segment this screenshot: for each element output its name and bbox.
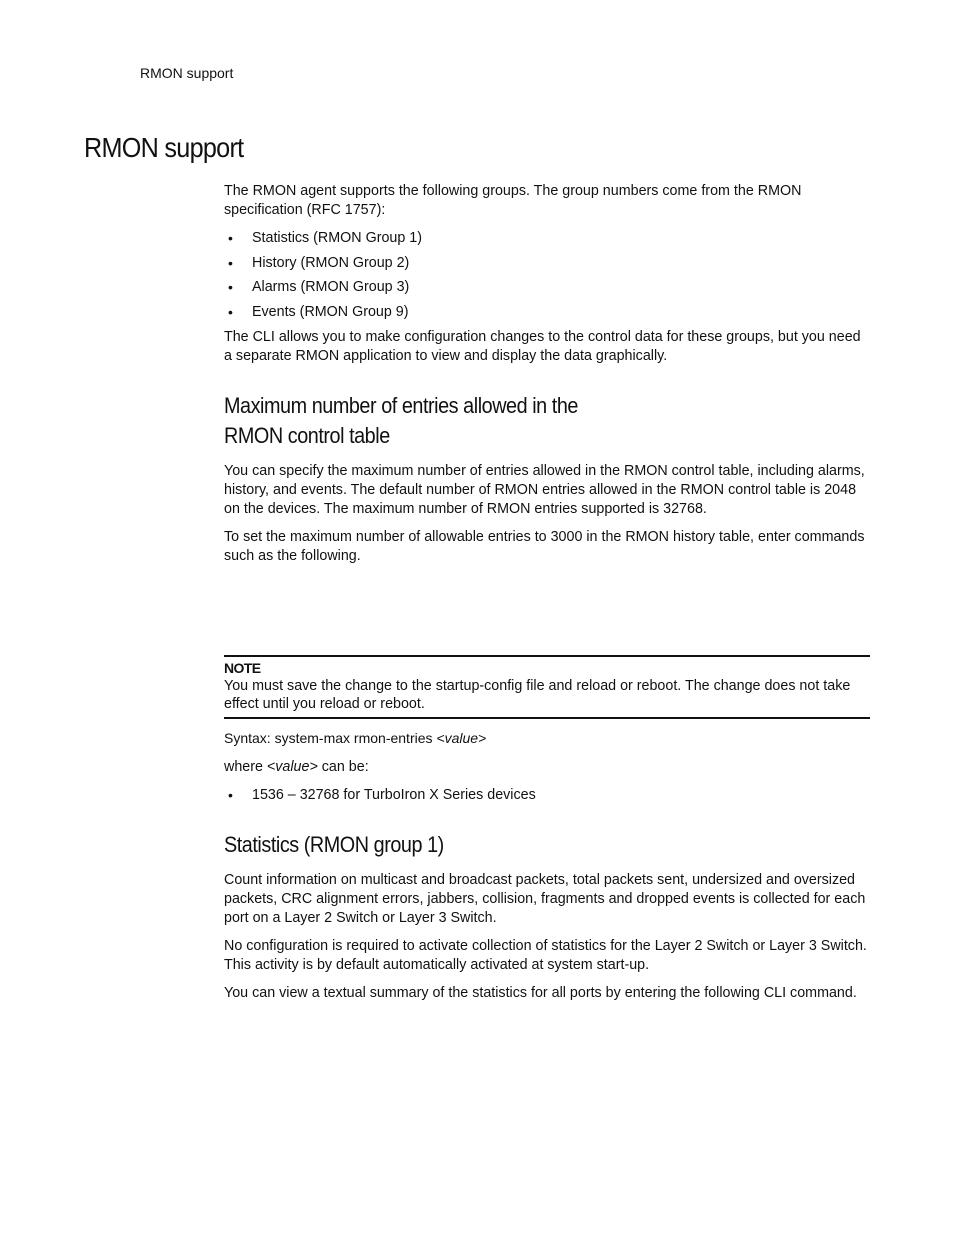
rmon-groups-list <box>224 229 422 327</box>
bullet-icon: • <box>228 279 233 296</box>
bullet-icon: • <box>228 254 233 271</box>
running-header: RMON support <box>140 65 234 81</box>
where-line: where <value> can be: <box>224 759 369 775</box>
note-bottom-rule <box>224 717 870 719</box>
list-item: • History (RMON Group 2) <box>228 254 410 271</box>
list-item: • Statistics (RMON Group 1) <box>228 230 423 246</box>
note-label: NOTE <box>224 660 261 676</box>
list-item: • Events (RMON Group 9) <box>228 303 409 320</box>
cli-paragraph: The CLI allows you to make configuration changes to the control data for these groups, but you need a separate RMON application to view and display the data graphically. <box>224 329 861 364</box>
note-top-rule <box>224 655 870 657</box>
bullet-icon: • <box>228 230 233 246</box>
intro-paragraph: The RMON agent supports the following groups. The group numbers come from the RMON specification (RFC 1757): <box>224 183 802 218</box>
max-entries-paragraph: You can specify the maximum number of entries allowed in the RMON control table, including alarms, history, and events. The default number of RMON entries allowed in the RMON control table is 2048 on the devices. The maximum number of RMON entries supported is 32768. <box>224 463 865 517</box>
statistics-paragraph-2: No configuration is required to activate collection of statistics for the Layer 2 Switch or Layer 3 Switch. This activity is by default automatically activated at system start-up. <box>224 938 867 973</box>
set-entries-paragraph: To set the maximum number of allowable entries to 3000 in the RMON history table, enter commands such as the following. <box>224 529 865 564</box>
section-title: RMON support <box>84 132 244 163</box>
syntax-line: Syntax: system-max rmon-entries <value> <box>224 730 487 746</box>
bullet-icon: • <box>228 787 233 803</box>
value-list <box>224 786 536 811</box>
max-entries-heading: Maximum number of entries allowed in the RMON control table <box>224 393 578 448</box>
bullet-icon: • <box>228 303 233 320</box>
list-item: • 1536 – 32768 for TurboIron X Series devices <box>228 787 536 803</box>
statistics-paragraph-3: You can view a textual summary of the statistics for all ports by entering the following CLI command. <box>224 985 857 1001</box>
list-item: • Alarms (RMON Group 3) <box>228 279 410 296</box>
statistics-heading: Statistics (RMON group 1) <box>224 832 444 857</box>
statistics-paragraph-1: Count information on multicast and broadcast packets, total packets sent, undersized and oversized packets, CRC alignment errors, jabbers, collision, fragments and dropped events is collected for each port on a Layer 2 Switch or Layer 3 Switch. <box>224 872 866 926</box>
note-text: You must save the change to the startup-config file and reload or reboot. The change does not take effect until you reload or reboot. <box>224 678 851 712</box>
